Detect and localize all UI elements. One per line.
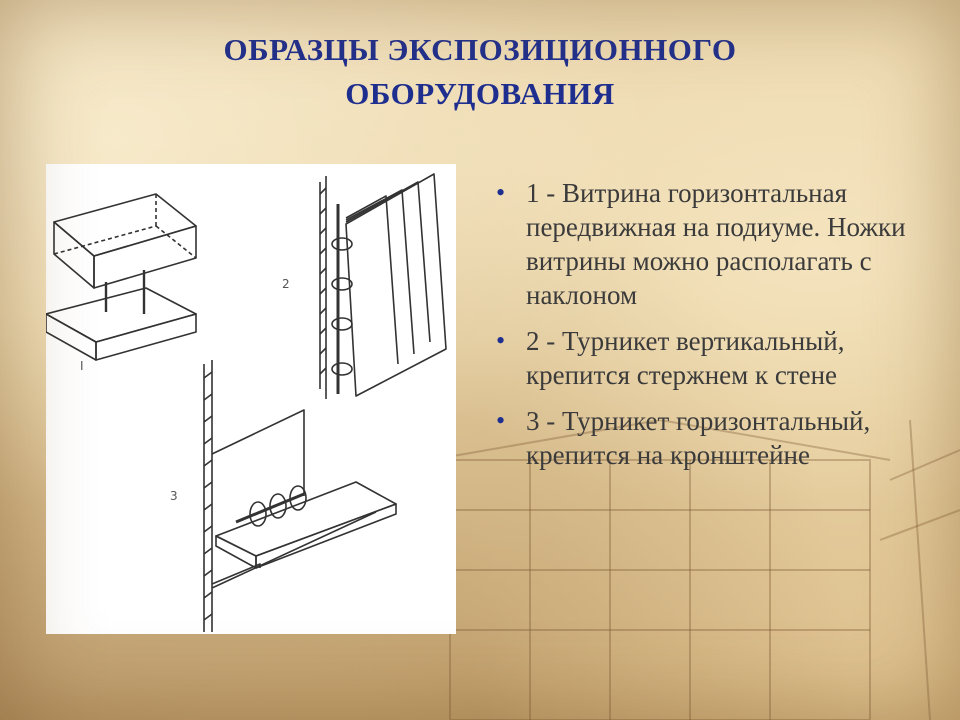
list-item bbox=[496, 324, 936, 392]
slide-title-line-2: ОБОРУДОВАНИЯ bbox=[345, 76, 615, 111]
slide-title-line-1: ОБРАЗЦЫ ЭКСПОЗИЦИОННОГО bbox=[223, 32, 737, 67]
bullet-icon: • bbox=[496, 326, 506, 355]
description-list bbox=[496, 176, 936, 484]
slide-title bbox=[110, 28, 850, 116]
horizontal-turnstile-drawing bbox=[204, 360, 396, 632]
list-item-text: 2 - Турникет вертикальный, крепится стержнем к стене bbox=[526, 326, 845, 390]
showcase-drawing bbox=[46, 194, 196, 360]
figure-label-1: I bbox=[80, 359, 84, 373]
list-item-text: 1 - Витрина горизонтальная передвижная на подиуме. Ножки витрины можно располагать с наклоном bbox=[526, 178, 906, 310]
list-item bbox=[496, 176, 936, 312]
equipment-drawing bbox=[46, 164, 456, 634]
figure-label-2: 2 bbox=[282, 277, 290, 291]
figure-label-3: 3 bbox=[170, 489, 178, 503]
list-item-text: 3 - Турникет горизонтальный, крепится на кронштейне bbox=[526, 406, 871, 470]
equipment-sketch bbox=[46, 164, 456, 634]
vertical-turnstile-drawing bbox=[320, 174, 446, 399]
bullet-icon: • bbox=[496, 178, 506, 207]
list-item bbox=[496, 404, 936, 472]
bullet-icon: • bbox=[496, 406, 506, 435]
